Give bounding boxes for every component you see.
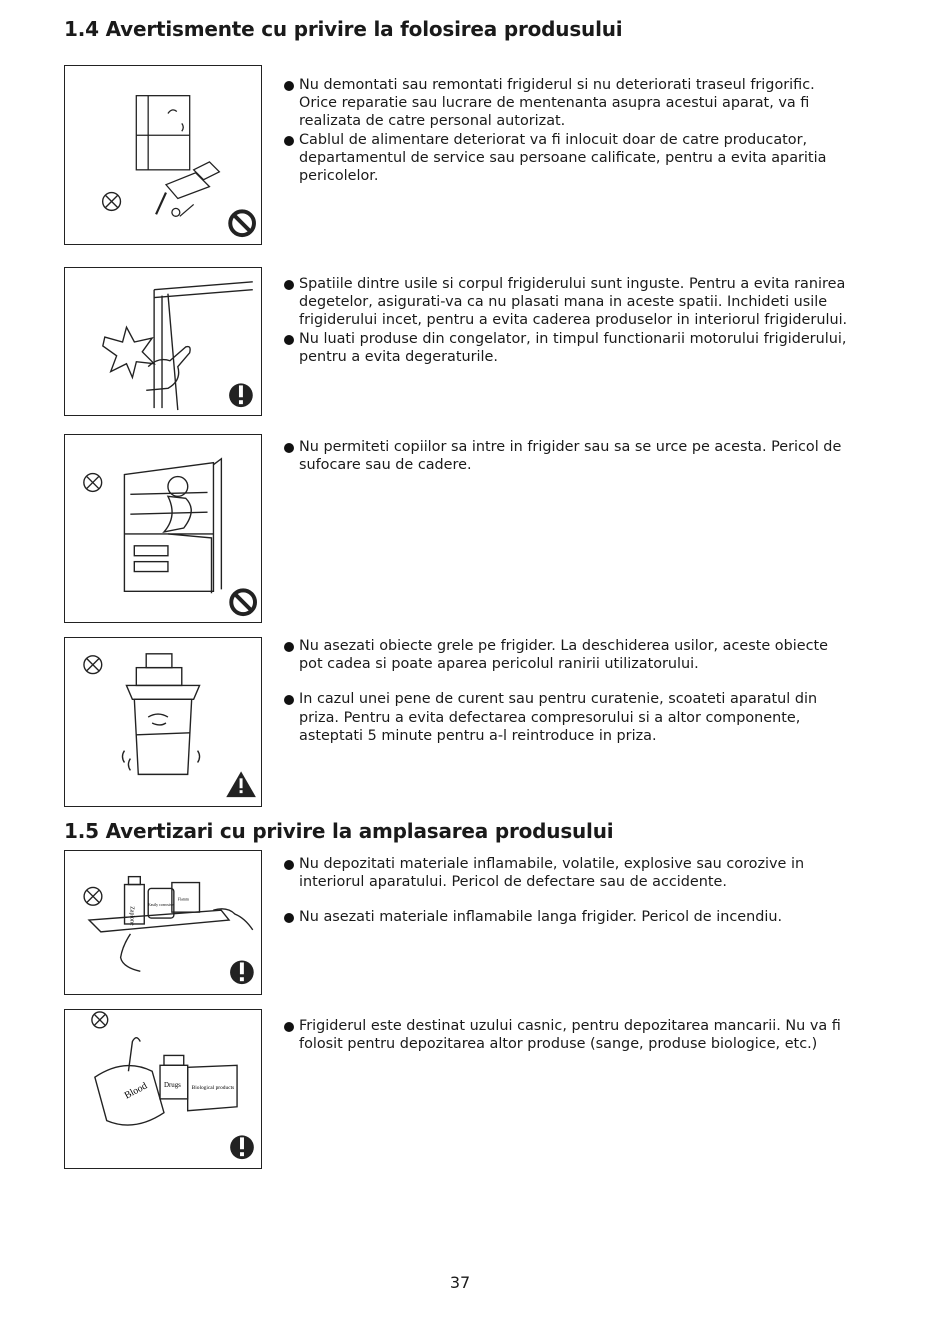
blood-label: Blood [122,1080,150,1102]
list-item: Nu luati produse din congelator, in timpul functionarii motorului frigiderului, pentru a evita degeraturile. [284,330,854,366]
exclamation-circle-icon [229,383,253,407]
figure-child-climbing [64,434,262,623]
exclamation-circle-icon [230,1135,254,1159]
list-item: Cablul de alimentare deteriorat va fi inlocuit doar de catre producator, departamentul de service sau persoane calificate, pentru a evita aparitia pericolelor. [284,131,854,186]
list-item: Nu permiteti copiilor sa intre in frigider sau sa se urce pe acesta. Pericol de sufocare sau de cadere. [284,438,854,474]
warning-list [284,1017,854,1053]
warning-list [284,438,854,474]
door-gap-illustration [65,268,261,415]
crossed-circle-icon [84,474,102,492]
crossed-circle-icon [84,656,102,674]
list-item: In cazul unei pene de curent sau pentru curatenie, scoateti aparatul din priza. Pentru a evita defectarea compresorului si a altor componente, asteptati 5 minute pentru a-l reintroduce in priza. [284,690,854,745]
blood-drugs-biological-illustration [65,1010,261,1168]
figure-door-gap [64,267,262,416]
drugs-label: Drugs [163,1082,181,1090]
list-item: Frigiderul este destinat uzului casnic, pentru depozitarea mancarii. Nu va fi folosit pentru depozitarea altor produse (sange, produse biologice, etc.) [284,1017,854,1053]
heavy-objects-illustration [65,638,261,806]
fridge-repair-illustration [65,66,261,244]
exclamation-circle-icon [230,960,254,984]
flammable-shelf-illustration [65,851,261,994]
figure-no-disassembly [64,65,262,245]
crossed-circle-icon [84,887,102,905]
biological-products-label: Biological products [191,1085,235,1091]
list-item: Nu asezati materiale inflamabile langa frigider. Pericol de incendiu. [284,908,854,926]
page-number: 37 [449,1273,471,1292]
warning-list [284,855,854,927]
box-label: Flamm [177,896,189,902]
bottle-label: Zaplone [128,906,135,926]
child-fridge-illustration [65,435,261,622]
figure-flammable-materials [64,850,262,995]
list-item: Nu asezati obiecte grele pe frigider. La deschiderea usilor, aceste obiecte pot cadea si poate aparea pericolul ranirii utilizatorului. [284,637,854,673]
prohibited-sign-icon [231,590,255,614]
figure-non-food-storage [64,1009,262,1169]
figure-heavy-objects [64,637,262,807]
section-heading: 1.5 Avertizari cu privire la amplasarea produsului [64,819,614,843]
warning-list [284,275,854,366]
jar-label: Easily corrosive [148,902,174,908]
list-item: Nu demontati sau remontati frigiderul si nu deteriorati traseul frigorific. Orice reparatie sau lucrare de mentenanta asupra acestui aparat, va fi realizata de catre personal autorizat. [284,76,854,131]
warning-list [284,637,854,745]
warning-list [284,76,854,185]
prohibited-sign-icon [230,211,254,235]
section-heading: 1.4 Avertismente cu privire la folosirea produsului [64,17,623,41]
crossed-circle-icon [92,1012,108,1028]
list-item: Spatiile dintre usile si corpul frigiderului sunt inguste. Pentru a evita ranirea degetelor, asigurati-va ca nu plasati mana in aceste spatii. Inchideti usile frigiderului incet, pentru a evita caderea produselor in interiorul frigiderului. [284,275,854,330]
list-item: Nu depozitati materiale inflamabile, volatile, explosive sau corozive in interiorul aparatului. Pericol de defectare sau de accidente. [284,855,854,891]
warning-triangle-icon [226,771,256,797]
crossed-circle-icon [103,193,121,211]
